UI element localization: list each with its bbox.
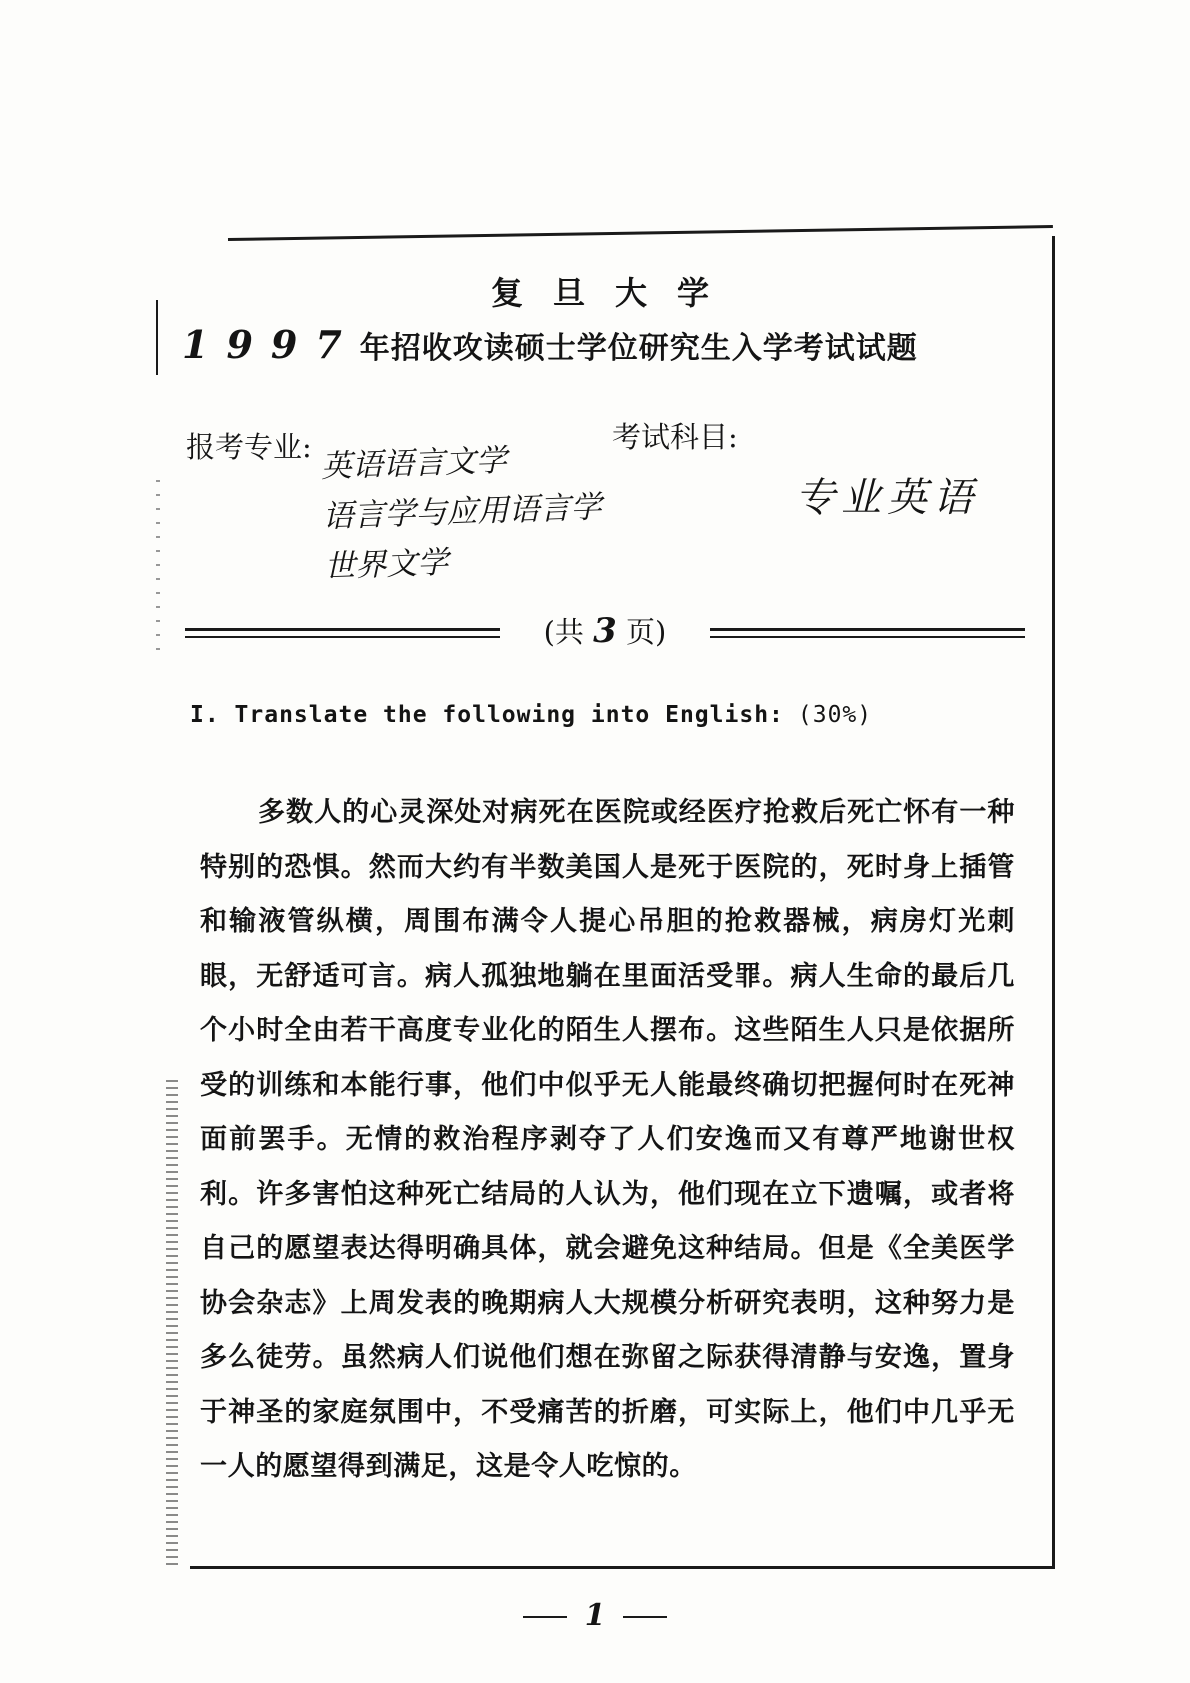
subject-label: 考试科目:	[612, 420, 738, 454]
page-count-prefix: (共	[543, 615, 584, 649]
footer-dash-right	[623, 1616, 667, 1618]
scan-edge-artifact	[166, 1080, 178, 1570]
double-rule-left	[185, 628, 500, 638]
scan-edge-artifact-upper	[156, 480, 160, 660]
university-name: 复旦大学	[490, 274, 739, 312]
frame-right-border	[1052, 236, 1055, 1566]
page-number: 1	[584, 1598, 606, 1633]
page-count-number: 3	[593, 611, 617, 651]
exam-title-text: 年招收攻读硕士学位研究生入学考试试题	[359, 331, 918, 366]
section-heading	[190, 702, 872, 728]
major-list	[320, 432, 604, 592]
section-weight: (30%)	[797, 702, 873, 728]
section-instruction: I. Translate the following into English:	[190, 702, 784, 728]
translation-passage: 多数人的心灵深处对病死在医院或经医疗抢救后死亡怀有一种特别的恐惧。然而大约有半数美国人是死于医院的，死时身上插管和输液管纵横，周围布满令人提心吊胆的抢救器械，病房灯光刺眼，无舒适可言。病人孤独地躺在里面活受罪。病人生命的最后几个小时全由若干高度专业化的陌生人摆布。这些陌生人只是依据所受的训练和本能行事，他们中似乎无人能最终确切把握何时在死神面前罢手。无情的救治程序剥夺了人们安逸而又有尊严地谢世权利。许多害怕这种死亡结局的人认为，他们现在立下遗嘱，或者将自己的愿望表达得明确具体，就会避免这种结局。但是《全美医学协会杂志》上周发表的晚期病人大规模分析研究表明，这种努力是多么徒劳。虽然病人们说他们想在弥留之际获得清静与安逸，置身于神圣的家庭氛围中，不受痛苦的折磨，可实际上，他们中几乎无一人的愿望得到满足，这是令人吃惊的。	[200, 797, 1015, 1482]
frame-top-border	[228, 225, 1053, 241]
double-rule-right	[710, 628, 1025, 638]
major-label: 报考专业:	[186, 430, 312, 464]
exam-year: 1997	[182, 322, 360, 367]
page-count-row	[185, 610, 1025, 650]
subject-value: 专业英语	[795, 475, 979, 521]
footer-dash-left	[523, 1616, 567, 1618]
major-item: 世界文学	[323, 544, 449, 585]
page-count-suffix: 页)	[626, 615, 667, 649]
page-footer	[0, 1598, 1190, 1633]
major-item: 语言学与应用语言学	[321, 489, 603, 535]
exam-title	[182, 322, 918, 367]
page-count	[515, 610, 695, 651]
frame-bottom-border	[190, 1566, 1055, 1569]
major-item: 英语语言文学	[320, 442, 508, 485]
